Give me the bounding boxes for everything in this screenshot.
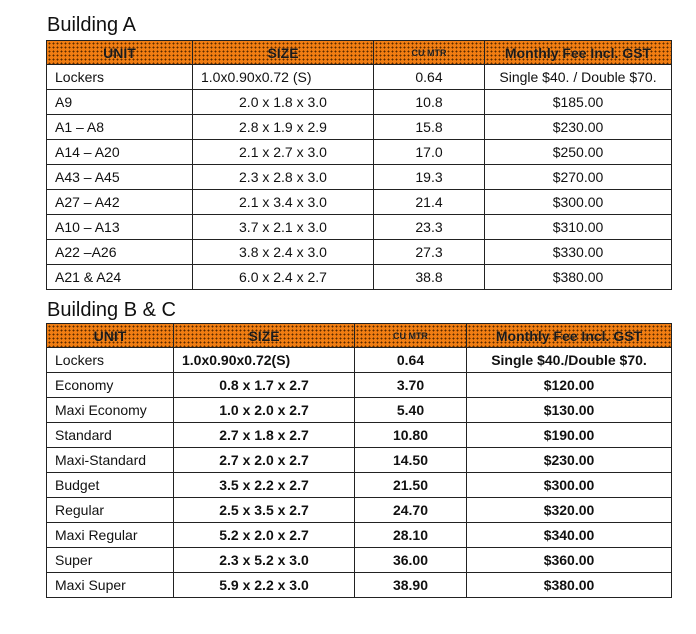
unit-cell: A22 –A26 (47, 240, 193, 265)
table-row (47, 190, 672, 215)
size-cell: 2.3 x 2.8 x 3.0 (193, 165, 374, 190)
cu-mtr-cell: 36.00 (355, 548, 467, 573)
size-cell: 0.8 x 1.7 x 2.7 (174, 373, 355, 398)
unit-cell: A14 – A20 (47, 140, 193, 165)
fee-cell: $190.00 (467, 423, 672, 448)
cu-mtr-cell: 38.90 (355, 573, 467, 598)
cu-mtr-cell: 21.4 (374, 190, 485, 215)
cu-mtr-cell: 23.3 (374, 215, 485, 240)
table-row (47, 373, 672, 398)
table-row (47, 548, 672, 573)
table-row (47, 523, 672, 548)
size-cell: 5.2 x 2.0 x 2.7 (174, 523, 355, 548)
unit-header: UNIT (47, 41, 193, 65)
header-row (47, 324, 672, 348)
fee-cell: Single $40. / Double $70. (485, 65, 672, 90)
cu-mtr-cell: 10.8 (374, 90, 485, 115)
size-cell: 1.0x0.90x0.72(S) (174, 348, 355, 373)
building-bc-title: Building B & C (47, 299, 176, 321)
building-a-table (46, 40, 672, 290)
fee-cell: $130.00 (467, 398, 672, 423)
size-cell: 3.5 x 2.2 x 2.7 (174, 473, 355, 498)
unit-cell: Super (47, 548, 174, 573)
cu-mtr-cell: 5.40 (355, 398, 467, 423)
size-cell: 2.7 x 2.0 x 2.7 (174, 448, 355, 473)
fee-cell: $300.00 (485, 190, 672, 215)
table-row (47, 165, 672, 190)
table-row (47, 348, 672, 373)
size-cell: 2.1 x 2.7 x 3.0 (193, 140, 374, 165)
unit-cell: A43 – A45 (47, 165, 193, 190)
unit-cell: Budget (47, 473, 174, 498)
cu-mtr-cell: 0.64 (355, 348, 467, 373)
cu-mtr-cell: 10.80 (355, 423, 467, 448)
table-row (47, 573, 672, 598)
cu-mtr-header: CU MTR (374, 41, 485, 65)
size-cell: 2.8 x 1.9 x 2.9 (193, 115, 374, 140)
fee-cell: $330.00 (485, 240, 672, 265)
cu-mtr-cell: 24.70 (355, 498, 467, 523)
size-cell: 2.5 x 3.5 x 2.7 (174, 498, 355, 523)
unit-cell: Maxi-Standard (47, 448, 174, 473)
size-cell: 6.0 x 2.4 x 2.7 (193, 265, 374, 290)
unit-cell: Lockers (47, 65, 193, 90)
cu-mtr-cell: 19.3 (374, 165, 485, 190)
cu-mtr-cell: 0.64 (374, 65, 485, 90)
table-row (47, 115, 672, 140)
size-cell: 2.0 x 1.8 x 3.0 (193, 90, 374, 115)
table-row (47, 398, 672, 423)
fee-cell: $230.00 (485, 115, 672, 140)
unit-cell: A27 – A42 (47, 190, 193, 215)
unit-cell: Maxi Economy (47, 398, 174, 423)
fee-cell: $310.00 (485, 215, 672, 240)
cu-mtr-cell: 17.0 (374, 140, 485, 165)
table-row (47, 498, 672, 523)
table-row (47, 448, 672, 473)
fee-header: Monthly Fee Incl. GST (485, 41, 672, 65)
size-cell: 3.8 x 2.4 x 3.0 (193, 240, 374, 265)
size-cell: 2.7 x 1.8 x 2.7 (174, 423, 355, 448)
fee-cell: Single $40./Double $70. (467, 348, 672, 373)
unit-cell: Lockers (47, 348, 174, 373)
cu-mtr-header: CU MTR (355, 324, 467, 348)
unit-cell: A9 (47, 90, 193, 115)
cu-mtr-cell: 38.8 (374, 265, 485, 290)
fee-header: Monthly Fee Incl. GST (467, 324, 672, 348)
size-cell: 1.0 x 2.0 x 2.7 (174, 398, 355, 423)
size-cell: 5.9 x 2.2 x 3.0 (174, 573, 355, 598)
fee-cell: $185.00 (485, 90, 672, 115)
size-cell: 3.7 x 2.1 x 3.0 (193, 215, 374, 240)
cu-mtr-cell: 15.8 (374, 115, 485, 140)
fee-cell: $340.00 (467, 523, 672, 548)
cu-mtr-cell: 28.10 (355, 523, 467, 548)
unit-header: UNIT (47, 324, 174, 348)
fee-cell: $120.00 (467, 373, 672, 398)
table-row (47, 423, 672, 448)
size-cell: 1.0x0.90x0.72 (S) (193, 65, 374, 90)
size-cell: 2.1 x 3.4 x 3.0 (193, 190, 374, 215)
cu-mtr-cell: 3.70 (355, 373, 467, 398)
table-row (47, 240, 672, 265)
table-row (47, 65, 672, 90)
fee-cell: $300.00 (467, 473, 672, 498)
cu-mtr-cell: 21.50 (355, 473, 467, 498)
fee-cell: $250.00 (485, 140, 672, 165)
size-cell: 2.3 x 5.2 x 3.0 (174, 548, 355, 573)
table-row (47, 140, 672, 165)
fee-cell: $360.00 (467, 548, 672, 573)
fee-cell: $320.00 (467, 498, 672, 523)
unit-cell: Economy (47, 373, 174, 398)
fee-cell: $380.00 (485, 265, 672, 290)
table-row (47, 90, 672, 115)
table-row (47, 215, 672, 240)
building-a-title: Building A (47, 14, 136, 36)
table-row (47, 473, 672, 498)
cu-mtr-cell: 27.3 (374, 240, 485, 265)
fee-cell: $230.00 (467, 448, 672, 473)
size-header: SIZE (193, 41, 374, 65)
size-header: SIZE (174, 324, 355, 348)
fee-cell: $270.00 (485, 165, 672, 190)
unit-cell: Standard (47, 423, 174, 448)
header-row (47, 41, 672, 65)
building-bc-table (46, 323, 672, 598)
unit-cell: A1 – A8 (47, 115, 193, 140)
unit-cell: A10 – A13 (47, 215, 193, 240)
unit-cell: A21 & A24 (47, 265, 193, 290)
unit-cell: Maxi Super (47, 573, 174, 598)
unit-cell: Regular (47, 498, 174, 523)
unit-cell: Maxi Regular (47, 523, 174, 548)
fee-cell: $380.00 (467, 573, 672, 598)
table-row (47, 265, 672, 290)
cu-mtr-cell: 14.50 (355, 448, 467, 473)
